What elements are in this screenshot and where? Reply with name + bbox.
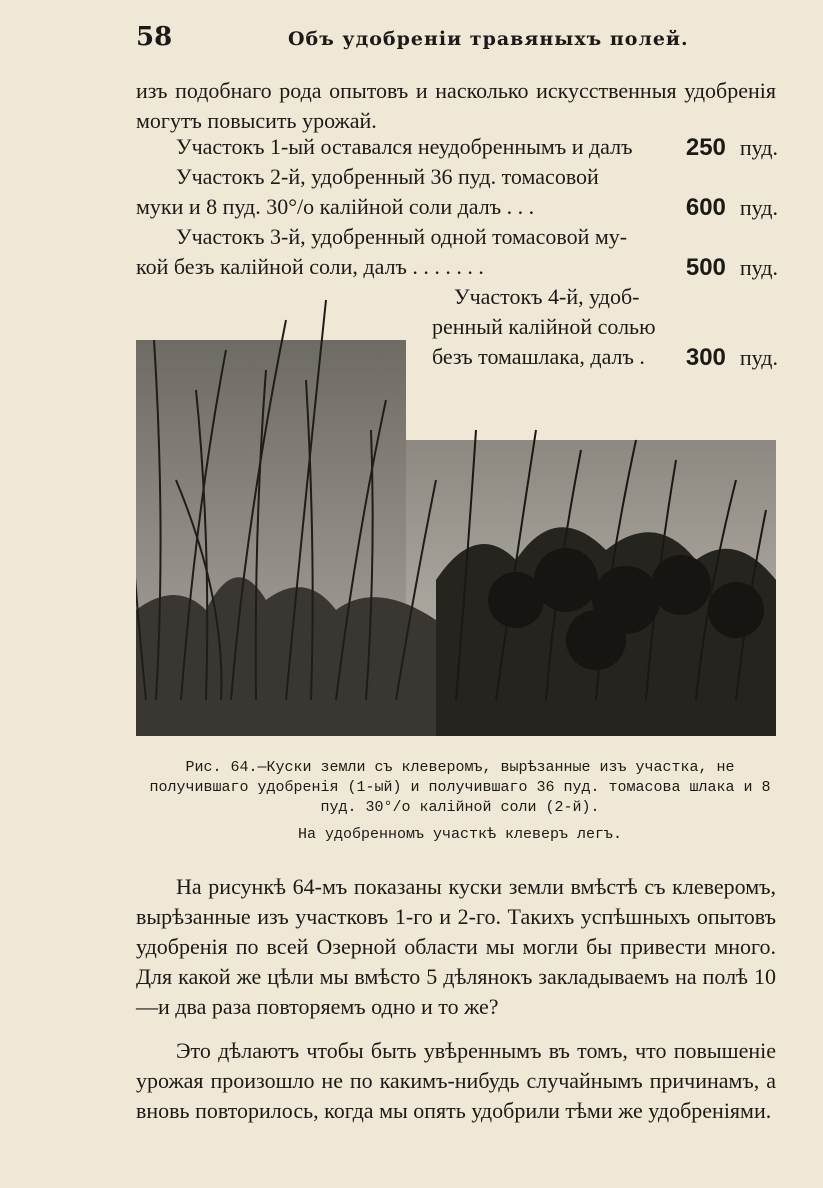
result-row-1 (136, 134, 778, 164)
result-label: Участокъ 2-й, удобренный 36 пуд. томасовой (176, 164, 599, 189)
result-label: Участокъ 4-й, удоб- (454, 284, 640, 309)
yield-value: 250 (685, 134, 726, 161)
yield-unit: пуд. (739, 255, 778, 280)
result-label: ренный калiйной солью (432, 314, 656, 339)
body-paragraph-1: На рисункѣ 64-мъ показаны куски земли вмѣстѣ съ клеверомъ, вырѣзанные изъ участковъ 1-го и 2-го. Такихъ успѣшныхъ опытовъ удобренiя по всей Озерной области мы могли бы привести много. Для какой же цѣли мы вмѣсто 5 дѣлянокъ закладываемъ на полѣ 10—и два раза повторяемъ одно и то же? (136, 874, 776, 1019)
result-label: кой безъ калiйной соли, далъ . . . . . . . (136, 254, 484, 279)
figure-subcaption: На удобренномъ участкѣ клеверъ легъ. (297, 826, 623, 843)
yield-unit: пуд. (739, 345, 778, 370)
result-label: муки и 8 пуд. 30°/о калiйной соли далъ . . . (136, 194, 535, 219)
result-label: Участокъ 3-й, удобренный одной томасовой му- (176, 224, 628, 249)
result-row-3 (136, 224, 778, 254)
result-row-2-cont (136, 194, 778, 224)
running-title: Объ удобренiи травяныхъ полей. (288, 28, 689, 50)
clover-soil-photo (136, 280, 776, 736)
figure-caption: Рис. 64.—Куски земли съ клеверомъ, вырѣзанные изъ участка, не получившаго удобренiя (1-ый) и получившаго 36 пуд. томасова шлака и 8 пуд. 30°/о калiйной соли (2-й). (149, 759, 771, 816)
yield-unit: пуд. (739, 135, 778, 160)
yield-unit: пуд. (739, 195, 778, 220)
intro-paragraph: изъ подобнаго рода опытовъ и насколько искусственныя удобренiя могутъ повысить урожай. (136, 78, 776, 133)
result-amount (686, 254, 778, 282)
result-amount (686, 134, 778, 162)
result-amount (686, 194, 778, 222)
yield-value: 300 (685, 344, 726, 371)
page-number: 58 (136, 22, 173, 52)
page-header (136, 22, 776, 56)
yield-value: 500 (685, 254, 726, 281)
result-row-2 (136, 164, 778, 194)
result-label: Участокъ 1-ый оставался неудобреннымъ и далъ (176, 134, 633, 159)
yield-value: 600 (685, 194, 726, 221)
body-paragraph-2: Это дѣлаютъ чтобы быть увѣреннымъ въ томъ, что повышенiе урожая произошло не по какимъ-нибудь случайнымъ причинамъ, а вновь повторилось, когда мы опять удобрили тѣми же удобренiями. (136, 1038, 776, 1123)
result-label: безъ томашлака, далъ . (432, 344, 645, 369)
